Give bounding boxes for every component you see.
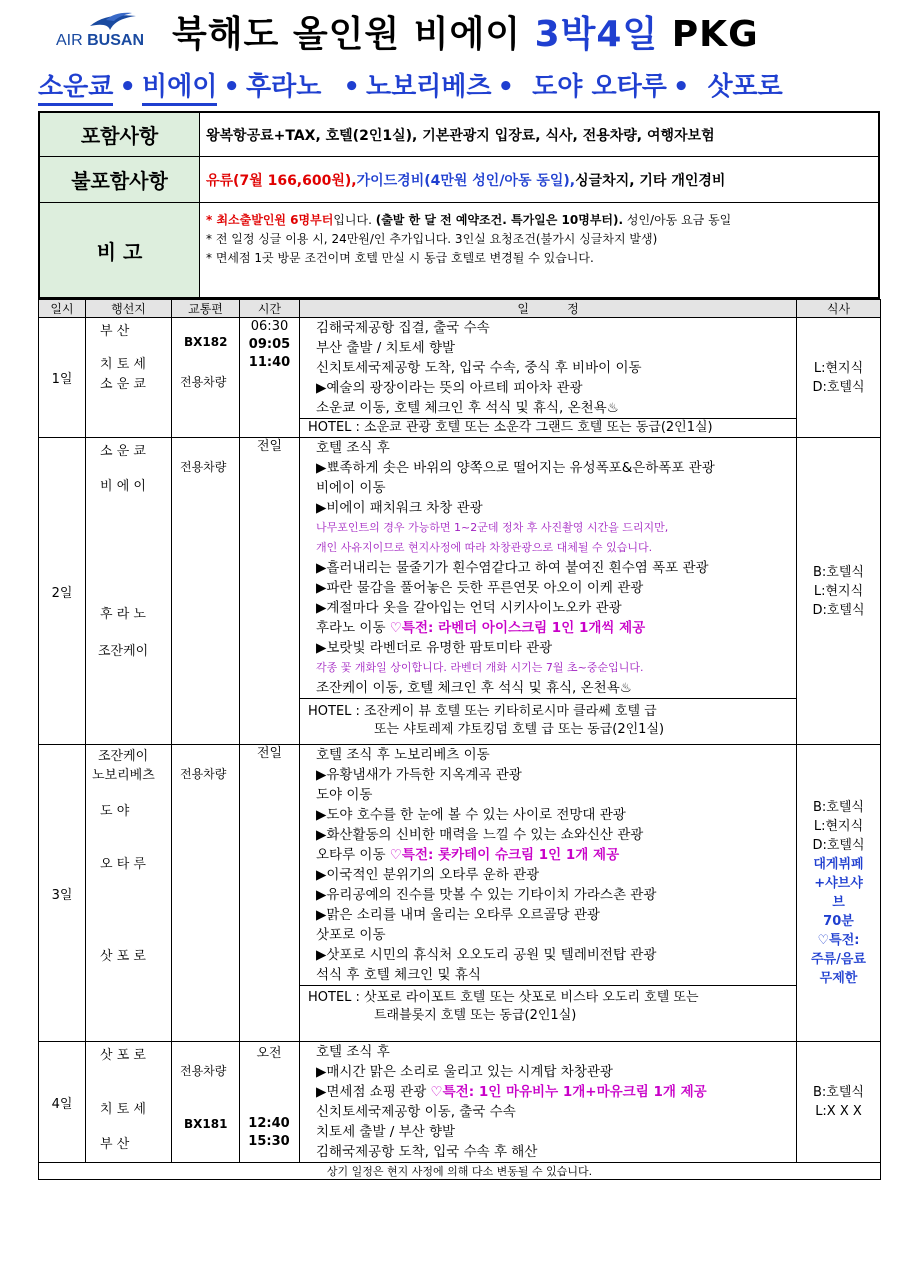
meal: D:호텔식	[812, 379, 865, 395]
schedule-line: ▶보랏빛 라벤더로 유명한 팜토미타 관광	[316, 640, 553, 656]
meal: L:현지식	[813, 583, 864, 599]
time: 오전	[256, 1046, 282, 1061]
meal: L:현지식	[813, 819, 864, 834]
day4-places	[86, 1042, 172, 1163]
flight-number: BX181	[184, 1117, 228, 1131]
schedule-line: 부산 출발 / 치토세 향발	[316, 340, 456, 356]
meal: D:호텔식	[812, 602, 865, 618]
note-1-min: * 최소출발인원 6명부터	[206, 213, 334, 227]
excluded-label: 불포함사항	[40, 157, 200, 202]
title-main: 북해도 올인원 비에이	[172, 14, 535, 55]
schedule-line-text: ▶면세점 쇼핑 관광	[316, 1084, 431, 1100]
day-label: 2일	[39, 438, 86, 745]
meal-special: ♡특전:	[817, 933, 860, 948]
route-stop: 노보리베츠	[365, 72, 492, 102]
time: 전일	[256, 439, 283, 454]
schedule-note: 개인 사유지이므로 현지사정에 따라 차창관광으로 대체될 수 있습니다.	[316, 541, 653, 554]
schedule-line: 소운쿄 이동, 호텔 체크인 후 석식 및 휴식, 온천욕♨	[316, 400, 619, 416]
vehicle: 전용차량	[180, 767, 227, 781]
air-busan-logo	[56, 12, 160, 54]
schedule-line: 김해국제공항 도착, 입국 수속 후 해산	[316, 1144, 538, 1160]
day-label: 1일	[39, 318, 86, 438]
meal: B:호텔식	[813, 1085, 864, 1100]
hotel-line: HOTEL : 조잔케이 뷰 호텔 또는 키타히로시마 클라쎄 호텔 급	[308, 704, 657, 719]
included-value: 왕복항공료+TAX, 호텔(2인1실), 기본관광지 입장료, 식사, 전용차량, 여행자보험	[206, 127, 715, 144]
place: 삿 포 로	[100, 949, 146, 964]
vehicle: 전용차량	[180, 460, 227, 474]
note-3: * 면세점 1곳 방문 조건이며 호텔 만실 시 동급 호텔로 변경될 수 있습니다.	[206, 251, 594, 265]
schedule-line: ▶예술의 광장이라는 뜻의 아르테 피아차 관광	[316, 380, 583, 396]
info-table	[38, 111, 880, 299]
schedule-line	[300, 845, 796, 865]
schedule-line: 삿포로 이동	[316, 927, 386, 943]
header-schedule: 일 정	[300, 300, 797, 318]
special-benefit: ♡특전: 1인 마유비누 1개+마유크림 1개 제공	[430, 1084, 707, 1100]
logo-text	[56, 32, 144, 50]
day3-time	[240, 745, 300, 1042]
day1-time	[240, 318, 300, 438]
meal-special: 70분	[823, 914, 854, 929]
time: 09:05	[248, 337, 291, 352]
day3-meals	[797, 745, 881, 1042]
schedule-line-text: 후라노 이동	[316, 620, 390, 636]
place: 치 토 세	[100, 1102, 146, 1117]
schedule-line: 석식 후 호텔 체크인 및 휴식	[316, 967, 481, 983]
place: 노보리베츠	[92, 768, 155, 783]
time: 11:40	[248, 355, 291, 370]
schedule-line: ▶계절마다 옷을 갈아입는 언덕 시키사이노오카 관광	[316, 600, 622, 616]
schedule-line: ▶유리공예의 진수를 맛볼 수 있는 기타이치 가라스촌 관광	[316, 887, 657, 903]
bird-icon	[88, 12, 138, 34]
day4-transport	[172, 1042, 240, 1163]
schedule-note: 나무포인트의 경우 가능하면 1~2군데 정차 후 사진촬영 시간을 드리지만,	[316, 521, 669, 534]
header-place: 행선지	[86, 300, 172, 318]
note-1-tail: 성인/아동 요금 동일	[623, 213, 732, 227]
schedule-line: ▶맑은 소리를 내며 울리는 오타루 오르골당 관광	[316, 907, 600, 923]
note-1-bold: (출발 한 달 전 예약조건. 특가일은 10명부터).	[375, 213, 624, 227]
schedule-line: 치토세 출발 / 부산 향발	[316, 1124, 456, 1140]
schedule-line: ▶유황냄새가 가득한 지옥계곡 관광	[316, 767, 522, 783]
hotel-info	[300, 985, 796, 1025]
schedule-line: ▶흘러내리는 물줄기가 흰수염같다고 하여 붙여진 흰수염 폭포 관광	[316, 560, 709, 576]
table-row-day1	[39, 318, 881, 438]
header-transport: 교통편	[172, 300, 240, 318]
time: 15:30	[248, 1134, 290, 1149]
schedule-line: 비에이 이동	[316, 480, 386, 496]
schedule-line: ▶비에이 패치워크 차창 관광	[316, 500, 483, 516]
header-time: 시간	[240, 300, 300, 318]
notes-label: 비 고	[40, 203, 200, 297]
place: 소 운 쿄	[100, 377, 146, 392]
route-stop: 삿포로	[707, 72, 783, 102]
page-title	[172, 6, 759, 57]
route-separator: •	[672, 72, 690, 102]
place: 후 라 노	[100, 607, 146, 622]
footer-note: 상기 일정은 현지 사정에 의해 다소 변동될 수 있습니다.	[39, 1163, 881, 1180]
excluded-row	[40, 157, 878, 203]
note-1	[206, 211, 874, 230]
hotel-info	[300, 698, 796, 739]
hotel-line: 또는 샤토레제 갸토킹덤 호텔 급 또는 동급(2인1실)	[374, 722, 665, 737]
schedule-line	[300, 1082, 796, 1102]
day4-meals	[797, 1042, 881, 1163]
route-separator: •	[223, 72, 240, 102]
meal: L:현지식	[813, 360, 864, 376]
route-stop: 비에이	[142, 66, 217, 106]
schedule-line: 도야 이동	[316, 787, 373, 803]
place: 조잔케이	[98, 644, 149, 659]
day2-places	[86, 438, 172, 745]
vehicle: 전용차량	[180, 1064, 227, 1078]
route-separator: •	[119, 72, 136, 102]
schedule-line: ▶파란 물감을 풀어놓은 듯한 푸른연못 아오이 이케 관광	[316, 580, 644, 596]
day-label: 4일	[39, 1042, 86, 1163]
day3-places	[86, 745, 172, 1042]
header-day: 일시	[39, 300, 86, 318]
meal-special: +샤브샤	[814, 876, 863, 891]
day3-transport	[172, 745, 240, 1042]
table-row-day4	[39, 1042, 881, 1163]
route-separator: •	[497, 72, 515, 102]
header	[0, 0, 905, 62]
notes-row	[40, 203, 878, 297]
schedule-line: 신치토세국제공항 도착, 입국 수속, 중식 후 비바이 이동	[316, 360, 642, 376]
special-benefit: ♡특전: 라벤더 아이스크림 1인 1개씩 제공	[389, 620, 646, 636]
schedule-line: 조잔케이 이동, 호텔 체크인 후 석식 및 휴식, 온천욕♨	[316, 680, 632, 696]
flight-number: BX182	[184, 335, 228, 349]
logo-busan: BUSAN	[87, 32, 145, 49]
title-duration: 3박4일	[534, 14, 659, 55]
note-2: * 전 일정 싱글 이용 시, 24만원/인 추가입니다. 3인실 요청조건(불가시 싱글차지 발생)	[206, 232, 658, 246]
schedule-line: 호텔 조식 후	[316, 1044, 390, 1060]
route-stop: 소운쿄	[38, 66, 113, 106]
table-row-day3	[39, 745, 881, 1042]
place: 도 야	[100, 804, 130, 819]
place: 조잔케이	[98, 749, 149, 764]
meal: D:호텔식	[812, 838, 865, 853]
place: 소 운 쿄	[100, 444, 146, 459]
route-separator: •	[343, 72, 360, 102]
schedule-line: 호텔 조식 후 노보리베츠 이동	[316, 747, 490, 763]
fuel-surcharge: 유류(7월 166,600원),	[206, 172, 357, 189]
day3-schedule	[300, 745, 797, 1042]
place: 오 타 루	[100, 857, 146, 872]
schedule-line: ▶매시간 맑은 소리로 울리고 있는 시계탑 차창관광	[316, 1064, 613, 1080]
place: 삿 포 로	[100, 1048, 146, 1063]
day1-schedule	[300, 318, 797, 438]
meal: B:호텔식	[813, 800, 864, 815]
note-1-mid: 입니다.	[333, 213, 376, 227]
schedule-table	[38, 299, 881, 1180]
excluded-rest: 싱글차지, 기타 개인경비	[575, 172, 726, 189]
day4-schedule	[300, 1042, 797, 1163]
place: 부 산	[100, 324, 130, 339]
route-stop: 도야 오타루	[532, 72, 667, 102]
schedule-line: 신치토세국제공항 이동, 출국 수속	[316, 1104, 516, 1120]
special-benefit: ♡특전: 롯카테이 슈크림 1인 1개 제공	[389, 847, 620, 863]
schedule-line: ▶이국적인 분위기의 오타루 운하 관광	[316, 867, 540, 883]
logo-air: AIR	[56, 32, 83, 49]
schedule-line-text: 오타루 이동	[316, 847, 390, 863]
vehicle: 전용차량	[180, 375, 227, 389]
route-stop: 후라노	[245, 72, 322, 102]
hotel-line: 트래블롯지 호텔 또는 동급(2인1실)	[374, 1008, 577, 1023]
included-label: 포함사항	[40, 113, 200, 156]
schedule-note: 각종 꽃 개화일 상이합니다. 라벤더 개화 시기는 7월 초~중순입니다.	[316, 661, 644, 674]
title-pkg: PKG	[658, 14, 759, 55]
day1-meals	[797, 318, 881, 438]
day2-transport	[172, 438, 240, 745]
place: 치 토 세	[100, 357, 146, 372]
schedule-line: ▶도야 호수를 한 눈에 볼 수 있는 사이로 전망대 관광	[316, 807, 626, 823]
meal: B:호텔식	[813, 564, 864, 580]
meal-special: 대게뷔페	[813, 857, 864, 872]
table-row-day2	[39, 438, 881, 745]
meal: L:X X X	[815, 1104, 862, 1119]
meal-special: 무제한	[819, 971, 858, 986]
excluded-value	[206, 157, 874, 202]
schedule-line	[300, 618, 796, 638]
schedule-line: 호텔 조식 후	[316, 440, 390, 456]
schedule-line: ▶뾰족하게 솟은 바위의 양쪽으로 떨어지는 유성폭포&은하폭포 관광	[316, 460, 715, 476]
hotel-info: HOTEL : 소운쿄 관광 호텔 또는 소운각 그랜드 호텔 또는 동급(2인1실)	[300, 418, 796, 437]
place: 비 에 이	[100, 479, 146, 494]
day2-meals	[797, 438, 881, 745]
place: 부 산	[100, 1137, 130, 1152]
notes-list	[206, 211, 874, 268]
route-line	[38, 66, 878, 106]
day-label: 3일	[39, 745, 86, 1042]
schedule-line: ▶화산활동의 신비한 매력을 느낄 수 있는 쇼와신산 관광	[316, 827, 644, 843]
schedule-line: ▶삿포로 시민의 휴식처 오오도리 공원 및 텔레비전탑 관광	[316, 947, 657, 963]
footer-row	[39, 1163, 881, 1180]
guide-fee: 가이드경비(4만원 성인/아동 동일),	[356, 172, 576, 189]
day2-schedule	[300, 438, 797, 745]
meal-special: 주류/음료	[811, 952, 866, 967]
time: 12:40	[248, 1116, 290, 1131]
time: 전일	[256, 746, 283, 761]
day4-time	[240, 1042, 300, 1163]
schedule-line: 김해국제공항 집결, 출국 수속	[316, 320, 490, 336]
day1-transport	[172, 318, 240, 438]
time: 06:30	[250, 319, 289, 334]
meal-special: 브	[832, 895, 845, 910]
day1-places	[86, 318, 172, 438]
included-row	[40, 113, 878, 157]
header-meal: 식사	[797, 300, 881, 318]
day2-time	[240, 438, 300, 745]
table-header-row	[39, 300, 881, 318]
hotel-line: HOTEL : 삿포로 라이포트 호텔 또는 삿포로 비스타 오도리 호텔 또는	[308, 990, 699, 1005]
